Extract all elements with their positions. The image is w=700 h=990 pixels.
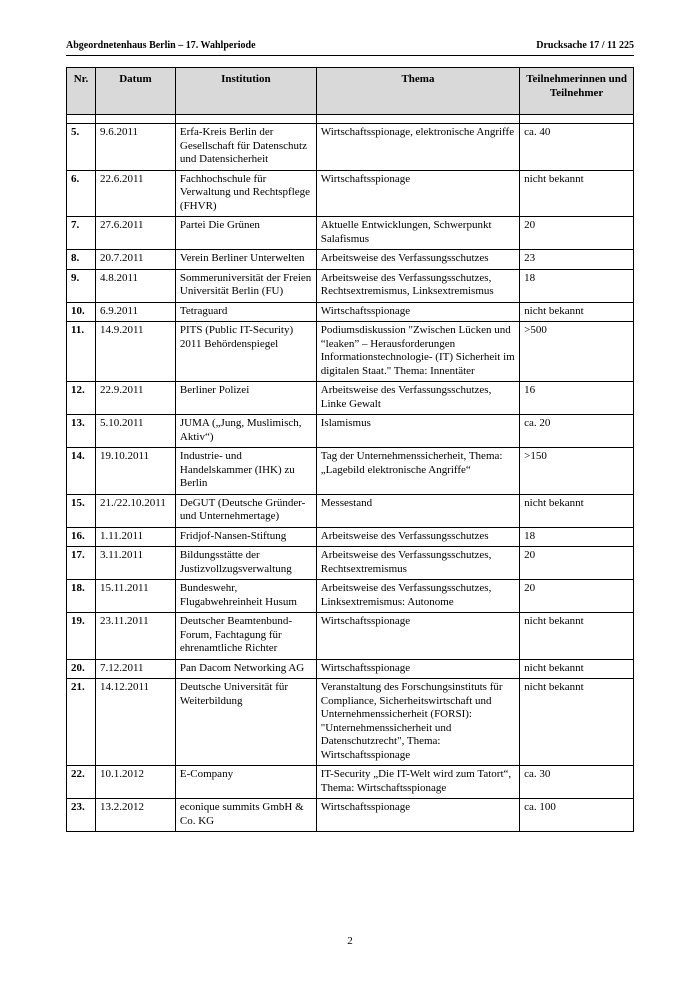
cell-thema: Wirtschaftsspionage <box>316 170 519 217</box>
cell-nr: 12. <box>67 382 96 415</box>
cell-datum: 14.12.2011 <box>95 679 175 766</box>
cell-teilnehmer: 18 <box>520 527 634 547</box>
cell-teilnehmer: nicht bekannt <box>520 494 634 527</box>
cell-teilnehmer: 20 <box>520 547 634 580</box>
table-row <box>67 494 634 527</box>
spacer-cell <box>175 115 316 124</box>
cell-institution: Deutsche Universität für Weiterbildung <box>175 679 316 766</box>
cell-institution: DeGUT (Deutsche Gründer- und Unternehmertage) <box>175 494 316 527</box>
cell-nr: 23. <box>67 799 96 832</box>
cell-datum: 4.8.2011 <box>95 269 175 302</box>
cell-datum: 15.11.2011 <box>95 580 175 613</box>
cell-thema: Messestand <box>316 494 519 527</box>
cell-datum: 13.2.2012 <box>95 799 175 832</box>
cell-nr: 19. <box>67 613 96 660</box>
page-number: 2 <box>347 935 353 947</box>
column-header-teilnehmer: Teilnehmerinnen und Teilnehmer <box>520 68 634 115</box>
spacer-cell <box>95 115 175 124</box>
column-header-nr: Nr. <box>67 68 96 115</box>
cell-institution: Sommeruniversität der Freien Universität Berlin (FU) <box>175 269 316 302</box>
table-row <box>67 766 634 799</box>
cell-thema: Tag der Unternehmenssicherheit, Thema: „Lagebild elektronische Angriffe“ <box>316 448 519 495</box>
cell-institution: econique summits GmbH & Co. KG <box>175 799 316 832</box>
cell-institution: JUMA („Jung, Muslimisch, Aktiv“) <box>175 415 316 448</box>
cell-thema: Arbeitsweise des Verfassungsschutzes, Rechtsextremismus <box>316 547 519 580</box>
cell-thema: Veranstaltung des Forschungsinstituts für Compliance, Sicherheitswirtschaft und Unternehmenssicherheit (FORSI): "Unternehmenssicherheit und Datenschutzrecht", Thema: Wirtschaftsspionage <box>316 679 519 766</box>
cell-datum: 6.9.2011 <box>95 302 175 322</box>
cell-datum: 14.9.2011 <box>95 322 175 382</box>
table-row <box>67 613 634 660</box>
table-row <box>67 448 634 495</box>
table-row <box>67 250 634 270</box>
table-row <box>67 217 634 250</box>
table-row <box>67 269 634 302</box>
cell-nr: 13. <box>67 415 96 448</box>
cell-institution: Fachhochschule für Verwaltung und Rechtspflege (FHVR) <box>175 170 316 217</box>
table-row <box>67 799 634 832</box>
cell-thema: Podiumsdiskussion "Zwischen Lücken und “leaken” – Herausforderungen Informationstechnologie- (IT) Sicherheit im digitalen Staat." Thema: Innentäter <box>316 322 519 382</box>
cell-institution: Industrie- und Handelskammer (IHK) zu Berlin <box>175 448 316 495</box>
cell-institution: Erfa-Kreis Berlin der Gesellschaft für Datenschutz und Datensicherheit <box>175 124 316 171</box>
cell-datum: 20.7.2011 <box>95 250 175 270</box>
cell-datum: 10.1.2012 <box>95 766 175 799</box>
cell-teilnehmer: nicht bekannt <box>520 659 634 679</box>
cell-teilnehmer: nicht bekannt <box>520 170 634 217</box>
cell-institution: E-Company <box>175 766 316 799</box>
cell-datum: 19.10.2011 <box>95 448 175 495</box>
cell-datum: 23.11.2011 <box>95 613 175 660</box>
cell-teilnehmer: 16 <box>520 382 634 415</box>
table-body <box>67 115 634 832</box>
cell-nr: 14. <box>67 448 96 495</box>
table-row <box>67 322 634 382</box>
cell-datum: 22.6.2011 <box>95 170 175 217</box>
table-row <box>67 580 634 613</box>
cell-datum: 5.10.2011 <box>95 415 175 448</box>
cell-datum: 1.11.2011 <box>95 527 175 547</box>
table-row <box>67 170 634 217</box>
cell-nr: 5. <box>67 124 96 171</box>
cell-nr: 17. <box>67 547 96 580</box>
cell-thema: Wirtschaftsspionage <box>316 659 519 679</box>
column-header-institution: Institution <box>175 68 316 115</box>
cell-teilnehmer: nicht bekannt <box>520 613 634 660</box>
cell-thema: Aktuelle Entwicklungen, Schwerpunkt Salafismus <box>316 217 519 250</box>
table-row <box>67 124 634 171</box>
table-row <box>67 415 634 448</box>
cell-teilnehmer: ca. 30 <box>520 766 634 799</box>
cell-datum: 22.9.2011 <box>95 382 175 415</box>
cell-nr: 9. <box>67 269 96 302</box>
cell-thema: Arbeitsweise des Verfassungsschutzes <box>316 527 519 547</box>
cell-teilnehmer: >150 <box>520 448 634 495</box>
cell-datum: 9.6.2011 <box>95 124 175 171</box>
table-row <box>67 547 634 580</box>
cell-teilnehmer: ca. 40 <box>520 124 634 171</box>
cell-thema: Wirtschaftsspionage <box>316 799 519 832</box>
cell-thema: Wirtschaftsspionage, elektronische Angriffe <box>316 124 519 171</box>
cell-thema: Wirtschaftsspionage <box>316 302 519 322</box>
cell-datum: 27.6.2011 <box>95 217 175 250</box>
cell-nr: 20. <box>67 659 96 679</box>
cell-thema: IT-Security „Die IT-Welt wird zum Tatort“, Thema: Wirtschaftsspionage <box>316 766 519 799</box>
cell-institution: Berliner Polizei <box>175 382 316 415</box>
cell-teilnehmer: >500 <box>520 322 634 382</box>
cell-teilnehmer: 20 <box>520 580 634 613</box>
table-header-row <box>67 68 634 115</box>
cell-nr: 16. <box>67 527 96 547</box>
cell-nr: 7. <box>67 217 96 250</box>
cell-thema: Wirtschaftsspionage <box>316 613 519 660</box>
cell-institution: Bildungsstätte der Justizvollzugsverwaltung <box>175 547 316 580</box>
cell-teilnehmer: ca. 100 <box>520 799 634 832</box>
cell-institution: Tetraguard <box>175 302 316 322</box>
cell-datum: 21./22.10.2011 <box>95 494 175 527</box>
page-header <box>66 40 634 56</box>
cell-institution: Bundeswehr, Flugabwehreinheit Husum <box>175 580 316 613</box>
table-row <box>67 382 634 415</box>
cell-thema: Arbeitsweise des Verfassungsschutzes <box>316 250 519 270</box>
cell-teilnehmer: 18 <box>520 269 634 302</box>
events-table <box>66 67 634 832</box>
column-header-datum: Datum <box>95 68 175 115</box>
cell-thema: Arbeitsweise des Verfassungsschutzes, Linksextremismus: Autonome <box>316 580 519 613</box>
table-row <box>67 527 634 547</box>
cell-institution: PITS (Public IT-Security) 2011 Behördenspiegel <box>175 322 316 382</box>
cell-datum: 3.11.2011 <box>95 547 175 580</box>
spacer-cell <box>316 115 519 124</box>
cell-teilnehmer: 23 <box>520 250 634 270</box>
cell-nr: 6. <box>67 170 96 217</box>
header-spacer-row <box>67 115 634 124</box>
table-row <box>67 679 634 766</box>
cell-thema: Islamismus <box>316 415 519 448</box>
column-header-thema: Thema <box>316 68 519 115</box>
table-row <box>67 659 634 679</box>
cell-nr: 8. <box>67 250 96 270</box>
header-right: Drucksache 17 / 11 225 <box>536 40 634 51</box>
cell-teilnehmer: nicht bekannt <box>520 302 634 322</box>
cell-datum: 7.12.2011 <box>95 659 175 679</box>
spacer-cell <box>520 115 634 124</box>
spacer-cell <box>67 115 96 124</box>
cell-institution: Deutscher Beamtenbund-Forum, Fachtagung für ehrenamtliche Richter <box>175 613 316 660</box>
table-row <box>67 302 634 322</box>
header-left: Abgeordnetenhaus Berlin – 17. Wahlperiode <box>66 40 256 51</box>
cell-nr: 22. <box>67 766 96 799</box>
cell-institution: Verein Berliner Unterwelten <box>175 250 316 270</box>
cell-teilnehmer: nicht bekannt <box>520 679 634 766</box>
cell-nr: 10. <box>67 302 96 322</box>
cell-thema: Arbeitsweise des Verfassungsschutzes, Rechtsextremismus, Linksextremismus <box>316 269 519 302</box>
cell-teilnehmer: 20 <box>520 217 634 250</box>
cell-nr: 21. <box>67 679 96 766</box>
cell-nr: 18. <box>67 580 96 613</box>
cell-thema: Arbeitsweise des Verfassungsschutzes, Linke Gewalt <box>316 382 519 415</box>
cell-nr: 11. <box>67 322 96 382</box>
cell-institution: Pan Dacom Networking AG <box>175 659 316 679</box>
cell-institution: Fridjof-Nansen-Stiftung <box>175 527 316 547</box>
cell-institution: Partei Die Grünen <box>175 217 316 250</box>
cell-nr: 15. <box>67 494 96 527</box>
cell-teilnehmer: ca. 20 <box>520 415 634 448</box>
